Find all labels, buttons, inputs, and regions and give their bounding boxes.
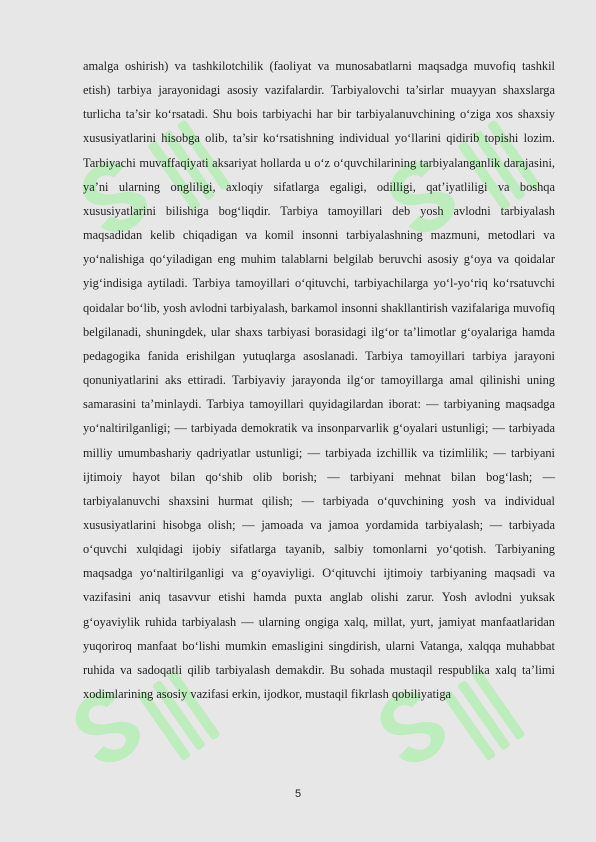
body-paragraph: amalga oshirish) va tashkilotchilik (faoliyat va munosabatlarni maqsadga muvofiq tashkil etish) tarbiya jarayonidagi asosiy vazifalardir. Tarbiyalovchi ta’sirlar muayyan shaxslarga turlicha ta’sir ko‘rsatadi. Shu bois tarbiyachi har bir tarbiyalanuvchining o‘ziga xos shaxsiy xususiyatlarini hisobga olib, ta’sir ko‘rsatishning individual yo‘llarini qidirib topishi lozim. Tarbiyachi muvaffaqiyati aksariyat hollarda u o‘z o‘quvchilarining tarbiyalanganlik darajasini, ya’ni ularning ongliligi, axloqiy sifatlarga egaligi, odilligi, qat’iyatliligi va boshqa xususiyatlarini bilishiga bog‘liqdir. Tarbiya tamoyillari deb yosh avlodni tarbiyalash maqsadidan kelib chiqadigan va komil insonni tarbiyalashning mazmuni, metodlari va yo‘nalishiga qo‘yiladigan eng muhim talablarni belgilab beruvchi asosiy g‘oya va qoidalar yig‘indisiga aytiladi. Tarbiya tamoyillari o‘qituvchi, tarbiyachilarga yo‘l-yo‘riq ko‘rsatuvchi qoidalar bo‘lib, yosh avlodni tarbiyalash, barkamol insonni shakllantirish vazifalariga muvofiq belgilanadi, shuningdek, ular shaxs tarbiyasi borasidagi ilg‘or ta’limotlar g‘oyalariga hamda pedagogika fanida erishilgan yutuqlarga asoslanadi. Tarbiya tamoyillari tarbiya jarayoni qonuniyatlarini aks ettiradi. Tarbiyaviy jarayonda ilg‘or tamoyillarga amal qilinishi uning samarasini ta’minlaydi. Tarbiya tamoyillari quyidagilardan iborat: — tarbiyaning maqsadga yo‘naltirilganligi; — tarbiyada demokratik va insonparvarlik g‘oyalari ustunligi; — tarbiyada milliy umumbashariy qadriyatlar ustunligi; — tarbiyada izchillik va tizimlilik; — tarbiyani ijtimoiy hayot bilan qo‘shib olib borish; — tarbiyani mehnat bilan bog‘lash; — tarbiyalanuvchi shaxsini hurmat qilish; — tarbiyada o‘quvchining yosh va individual xususiyatlarini hisobga olish; — jamoada va jamoa yordamida tarbiyalash; — tarbiyada o‘quvchi xulqidagi ijobiy sifatlarga tayanib, salbiy tomonlarni yo‘qotish. Tarbiyaning maqsadga yo‘naltirilganligi va g‘oyaviyligi. O‘qituvchi ijtimoiy tarbiyaning maqsadi va vazifasini aniq tasavvur etishi hamda puxta anglab olishi zarur. Yosh avlodni yuksak g‘oyaviylik ruhida tarbiyalash — ularning ongiga xalq, millat, yurt, jamiyat manfaatlaridan yuqoriroq manfaat bo‘lishi mumkin emasligini singdirish, ularni Vatanga, xalqqa muhabbat ruhida va sadoqatli qilib tarbiyalash demakdir. Bu sohada mustaqil respublika xalq ta’limi xodimlarining asosiy vazifasi erkin, ijodkor, mustaqil fikrlash qobiliyatiga	[83, 59, 555, 702]
page-number: 5	[294, 788, 302, 800]
document-body	[83, 54, 555, 706]
